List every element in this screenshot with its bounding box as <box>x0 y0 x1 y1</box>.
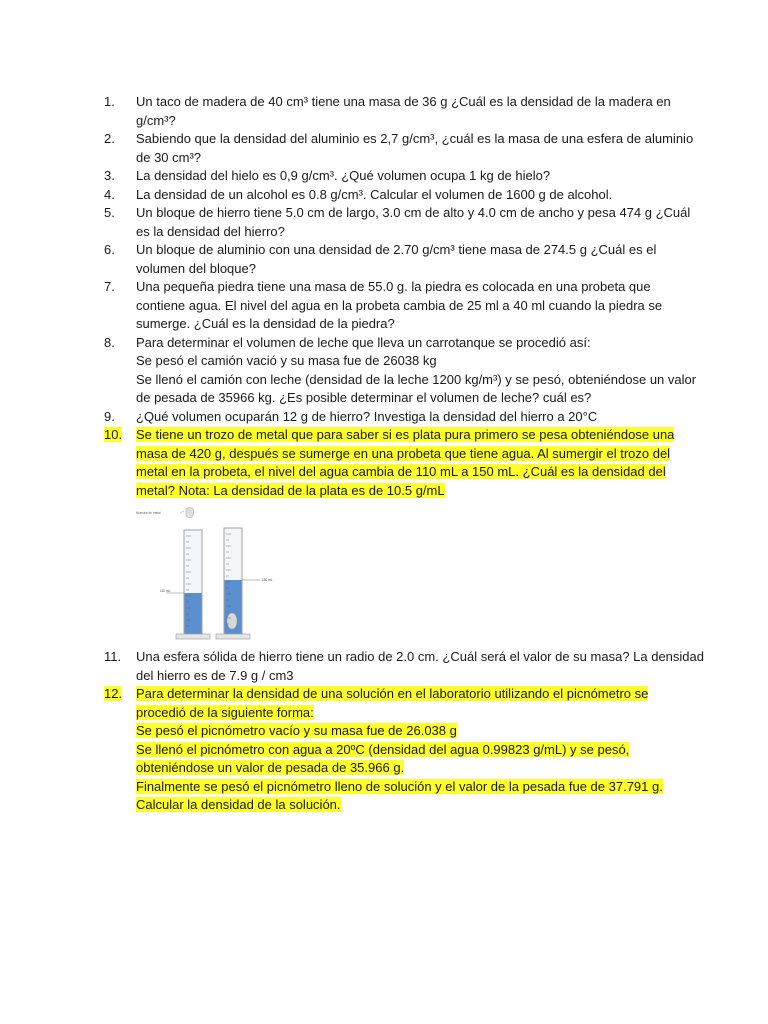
left-level-label: 110 mL <box>160 589 171 593</box>
problem-line: Un bloque de hierro tiene 5.0 cm de largo, 3.0 cm de alto y 4.0 cm de ancho y pesa 474 g ¿Cuál <box>136 205 691 220</box>
problem-line: metal? Nota: La densidad de la plata es de 10.5 g/mL <box>136 482 445 498</box>
problem-line: de 30 cm³? <box>136 149 202 165</box>
problem-number: 2. <box>104 131 115 146</box>
metal-sample-icon <box>186 508 194 518</box>
graduated-cylinders-figure <box>136 506 296 644</box>
problem-text <box>136 426 674 500</box>
left-cylinder <box>160 530 210 639</box>
problem-line: Se pesó el camión vació y su masa fue de 26038 kg <box>136 353 437 368</box>
problem-line: metal en la probeta, el nivel del agua cambia de 110 mL a 150 mL. ¿Cuál es la densidad del <box>136 464 666 479</box>
problem-text <box>136 130 693 167</box>
problem-list <box>104 93 704 815</box>
right-level-label: 150 mL <box>262 578 273 582</box>
problem-line: Sabiendo que la densidad del aluminio es 2,7 g/cm³, ¿cuál es la masa de una esfera de aluminio <box>136 131 694 146</box>
problem-text <box>136 204 690 241</box>
problem-number: 10. <box>104 427 123 442</box>
problem-item <box>104 648 704 685</box>
problem-number: 5. <box>104 205 115 220</box>
problem-number: 11. <box>104 649 122 664</box>
problem-line: es la densidad del hierro? <box>136 223 285 239</box>
problem-item <box>104 278 664 334</box>
problem-line: Para determinar la densidad de una solución en el laboratorio utilizando el picnómetro se <box>136 686 649 701</box>
problem-line: contiene agua. El nivel del agua en la probeta cambia de 25 ml a 40 ml cuando la piedra se <box>136 297 663 313</box>
cylinders-illustration <box>136 506 296 644</box>
problem-line: Una pequeña piedra tiene una masa de 55.0 g. la piedra es colocada en una probeta que <box>136 279 651 294</box>
problem-text <box>136 334 696 408</box>
problem-item <box>104 334 697 408</box>
problem-number: 4. <box>104 186 115 202</box>
figure-container <box>104 506 664 644</box>
problem-line: obteniéndose un valor de pesada de 35.966 g. <box>136 760 405 775</box>
problem-line: Se pesó el picnómetro vacío y su masa fue de 26.038 g <box>136 723 457 738</box>
problem-line: procedió de la siguiente forma: <box>136 704 314 720</box>
problem-text <box>136 408 597 427</box>
problem-line: Una esfera sólida de hierro tiene un radio de 2.0 cm. ¿Cuál será el valor de su masa? La densidad <box>136 649 704 664</box>
problem-text <box>136 685 663 815</box>
problem-item <box>104 241 664 278</box>
problem-number: 8. <box>104 334 115 350</box>
problem-line: Se llenó el camión con leche (densidad de la leche 1200 kg/m³) y se pesó, obteniéndose un valor <box>136 371 697 387</box>
problem-line: Calcular la densidad de la solución. <box>136 797 341 812</box>
problem-item <box>104 408 664 427</box>
problem-text <box>136 241 656 278</box>
problem-item <box>104 685 664 815</box>
problem-number: 9. <box>104 408 115 424</box>
problem-line: del hierro es de 7.9 g / cm3 <box>136 667 294 683</box>
problem-line: ¿Qué volumen ocuparán 12 g de hierro? Investiga la densidad del hierro a 20°C <box>136 408 598 424</box>
right-cylinder <box>216 528 273 639</box>
problem-line: g/cm³? <box>136 112 176 128</box>
problem-item <box>104 130 694 167</box>
problem-line: Se tiene un trozo de metal que para saber si es plata pura primero se pesa obteniéndose una <box>136 427 675 442</box>
problem-line: masa de 420 g, después se sumerge en una probeta que tiene agua. Al sumergir el trozo del <box>136 445 671 461</box>
problem-line: Finalmente se pesó el picnómetro lleno de solución y el valor de la pesada fue de 37.791 g. <box>136 778 663 794</box>
problem-number: 3. <box>104 168 115 183</box>
problem-item <box>104 426 675 500</box>
problem-number: 12. <box>104 686 123 701</box>
problem-text <box>136 93 671 130</box>
problem-text <box>136 648 704 685</box>
problem-line: La densidad de un alcohol es 0.8 g/cm³. Calcular el volumen de 1600 g de alcohol. <box>136 186 613 202</box>
problem-number: 7. <box>104 279 115 294</box>
problem-line: sumerge. ¿Cuál es la densidad de la piedra? <box>136 316 395 331</box>
problem-line: La densidad del hielo es 0,9 g/cm³. ¿Qué volumen ocupa 1 kg de hielo? <box>136 168 551 183</box>
submerged-metal-icon <box>227 613 237 629</box>
problem-item <box>104 167 664 186</box>
problem-item <box>104 186 664 205</box>
problem-text <box>136 186 612 205</box>
problem-line: Un taco de madera de 40 cm³ tiene una masa de 36 g ¿Cuál es la densidad de la madera en <box>136 94 671 109</box>
problem-line: Para determinar el volumen de leche que lleva un carrotanque se procedió así: <box>136 334 591 350</box>
problem-number: 1. <box>104 94 115 109</box>
sample-label: Muestra de metal <box>136 511 161 515</box>
problem-line: volumen del bloque? <box>136 260 256 276</box>
problem-line: de pesada de 35966 kg. ¿Es posible determinar el volumen de leche? cuál es? <box>136 390 592 405</box>
problem-item <box>104 93 671 130</box>
problem-line: Un bloque de aluminio con una densidad de 2.70 g/cm³ tiene masa de 274.5 g ¿Cuál es el <box>136 242 657 257</box>
problem-line: Se llenó el picnómetro con agua a 20ºC (densidad del agua 0.99823 g/mL) y se pesó, <box>136 741 630 757</box>
problem-text <box>136 167 550 186</box>
problem-number: 6. <box>104 242 115 257</box>
problem-text <box>136 278 662 334</box>
problem-item <box>104 204 691 241</box>
